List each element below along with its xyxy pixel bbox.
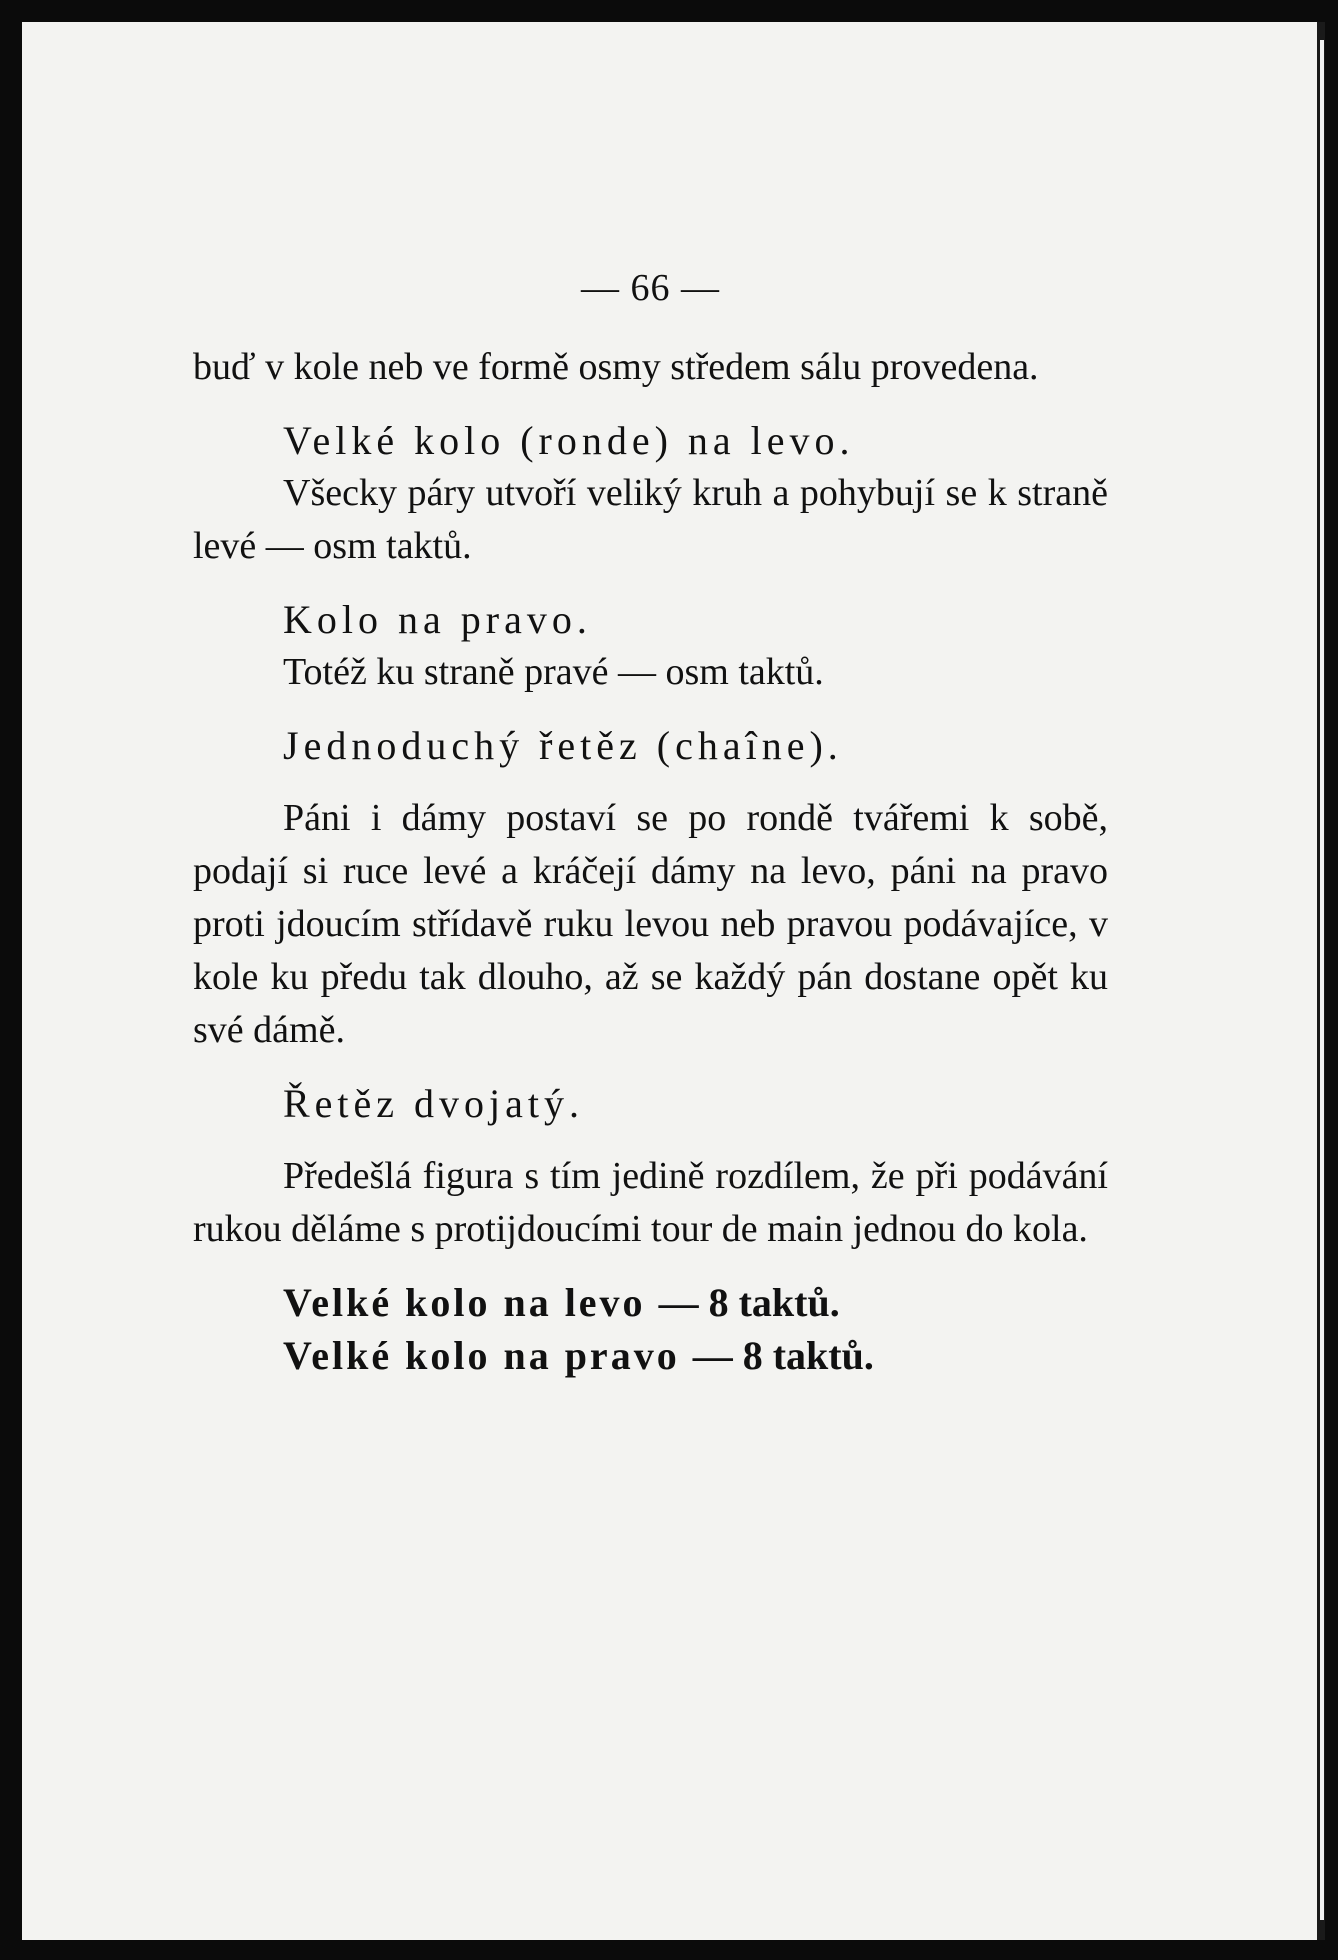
heading-kolo-pravo: Kolo na pravo. xyxy=(283,597,592,642)
line-velke-kolo-levo xyxy=(193,1276,1108,1329)
line-velke-kolo-pravo xyxy=(193,1329,1108,1382)
paragraph-velke-kolo: Všecky páry utvoří veliký kruh a pohybují se k straně levé — osm taktů. xyxy=(193,472,1108,567)
paragraph-continuation: buď v kole neb ve formě osmy středem sálu provedena. xyxy=(193,346,1039,388)
page-number: — 66 — xyxy=(581,267,720,309)
page-edge xyxy=(1320,40,1324,1920)
paragraph-jednoduchy-retez: Páni i dámy postaví se po rondě tvářemi k sobě, podají si ruce levé a kráčejí dámy na levo, páni na pravo proti jdoucím střídavě ruku levou neb pravou podávajíce, v kole ku předu tak dlouho, až se každý pán dostane opět ku své dámě. xyxy=(193,797,1108,1051)
heading-jednoduchy-retez: Jednoduchý řetěz (chaîne). xyxy=(283,723,843,768)
paragraph-retez-dvojaty: Předešlá figura s tím jedině rozdílem, že při podávání rukou děláme s protijdoucími tour de main jednou do kola. xyxy=(193,1155,1108,1250)
heading-retez-dvojaty: Řetěz dvojatý. xyxy=(283,1081,585,1126)
line-velke-kolo-pravo-count: — 8 taktů. xyxy=(692,1333,874,1378)
text-column xyxy=(193,262,1108,1382)
line-velke-kolo-pravo-label: Velké kolo na pravo xyxy=(283,1333,680,1378)
paragraph-kolo-pravo: Totéž ku straně pravé — osm taktů. xyxy=(283,651,824,693)
line-velke-kolo-levo-label: Velké kolo na levo xyxy=(283,1280,646,1325)
line-velke-kolo-levo-count: — 8 taktů. xyxy=(658,1280,840,1325)
heading-velke-kolo-levo: Velké kolo (ronde) na levo. xyxy=(283,418,855,463)
